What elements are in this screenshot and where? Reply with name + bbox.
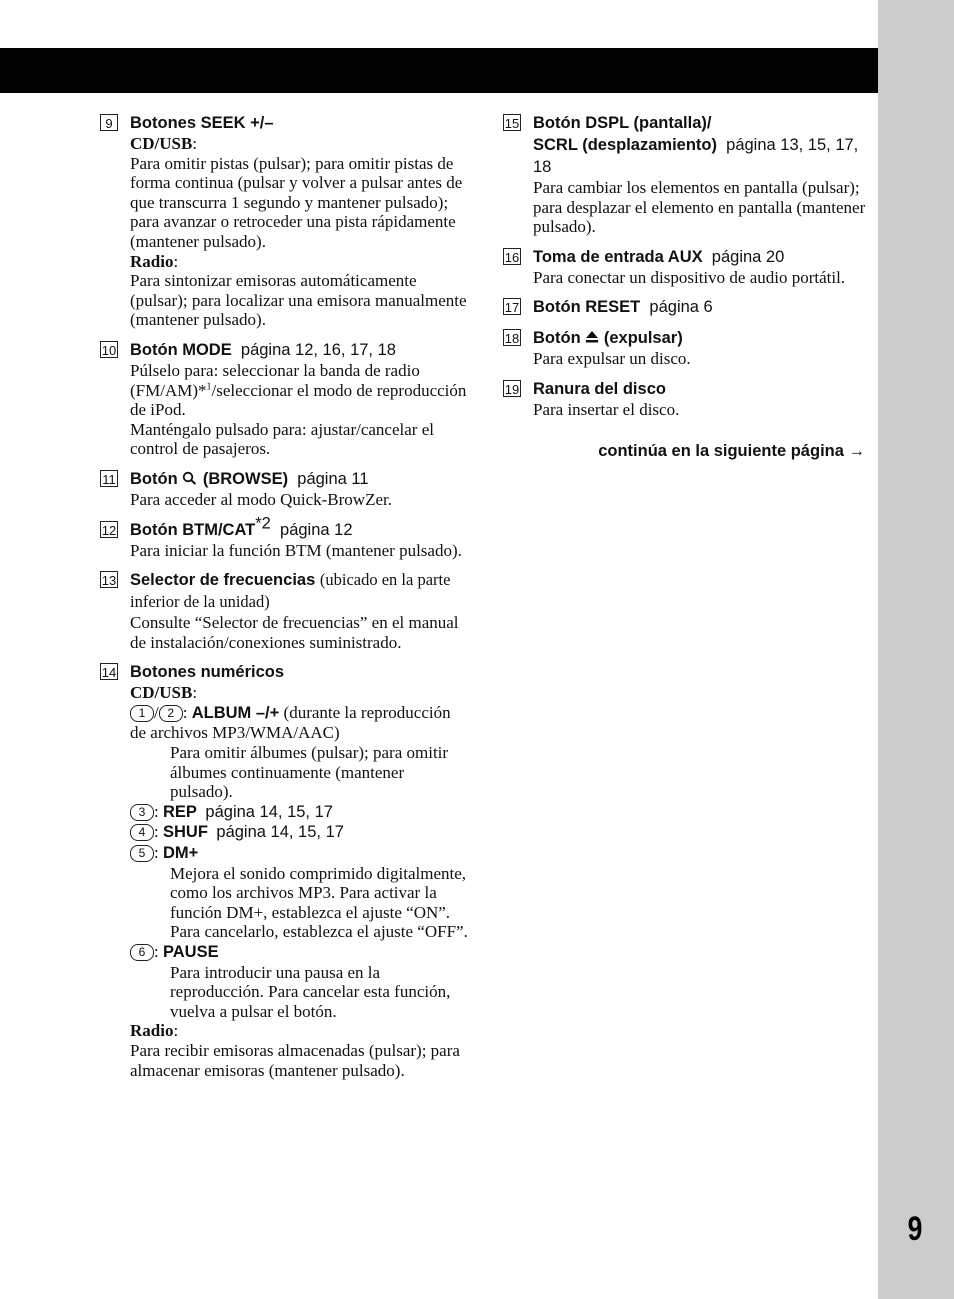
- page-number: 9: [907, 1210, 923, 1248]
- item-number: 10: [101, 342, 117, 358]
- entry-12: [100, 514, 470, 561]
- page-ref: página 13, 15, 17, 18: [533, 136, 859, 176]
- right-column: [503, 112, 873, 461]
- dm-label: DM+: [162, 844, 199, 863]
- page-ref: página 14, 15, 17: [205, 802, 333, 821]
- entry-text: Consulte “Selector de frecuencias” en el manual de instalación/conexiones suministrado.: [130, 613, 459, 652]
- page-ref: página 6: [649, 298, 713, 317]
- entry-title: Botones numéricos: [130, 663, 285, 682]
- entry-18: [503, 327, 873, 369]
- entry-19: [503, 378, 873, 420]
- page-sidebar: [878, 0, 954, 1299]
- rep-label: REP: [162, 802, 197, 821]
- button-4-icon: 4: [130, 824, 154, 841]
- entry-title: Botón: [130, 469, 178, 488]
- entry-text: Para omitir pistas (pulsar); para omitir pistas de forma continua (pulsar y volver a pulsar antes de que transcurra 1 segundo y mantener pulsado); para avanzar o retroceder una pista rápidamente (mantener pulsado).: [130, 153, 463, 251]
- entry-title-suffix: (expulsar): [603, 329, 683, 348]
- page-ref: página 12, 16, 17, 18: [240, 340, 396, 359]
- header-bar: [0, 48, 878, 93]
- entry-title: Botones SEEK +/–: [130, 114, 274, 132]
- item-number: 12: [101, 522, 117, 538]
- entry-14: 14 Botones numéricos CD/USB: 1 / 2 : ALBUM –/+ (durante la reproducción de archivos MP3/WMA/AAC) Para omitir álbumes (pulsar); para omitir álbumes continuamente (mantener pulsado). 3 : REP página 14, 15, 17 4 : SHUF página 14, 15, 17 5 : DM+ Mejora el sonido comprimido digitalmente, como los archivos MP3. Para activar la función DM+, establezca el ajuste “ON”. Para cancelarlo, establezca el ajuste “OFF”. 6 : PAUSE Para introducir una pausa en la reproducción. Para cancelar esta función, vuelva a pulsar el botón. Radio: Para recibir emisoras almacenadas (pulsar); para almacenar emisoras (mantener pulsado).: [100, 661, 470, 1080]
- entry-text: Para insertar el disco.: [533, 399, 680, 419]
- item-number: 14: [101, 665, 117, 681]
- entry-9: 9 Botones SEEK +/– CD/USB: Para omitir pistas (pulsar); para omitir pistas de forma continua (pulsar y volver a pulsar antes de que transcurra 1 segundo y mantener pulsado); para avanzar o retroceder una pista rápidamente (mantener pulsado). Radio: Para sintonizar emisoras automáticamente (pulsar); para localizar una emisora manualmente (mantener pulsado).: [100, 112, 470, 330]
- item-number: 13: [101, 573, 117, 589]
- page-ref: página 11: [297, 469, 369, 488]
- item-number: 18: [504, 331, 520, 347]
- button-5-icon: 5: [130, 845, 154, 862]
- left-column: [100, 112, 470, 1089]
- entry-title: Toma de entrada AUX: [533, 247, 703, 266]
- entry-title: Botón DSPL (pantalla)/: [533, 114, 712, 132]
- entry-text: Para conectar un dispositivo de audio portátil.: [533, 267, 846, 287]
- label-radio: Radio: [130, 251, 174, 271]
- entry-16: [503, 246, 873, 288]
- entry-title: Botón MODE: [130, 340, 232, 359]
- search-icon: [182, 470, 198, 488]
- entry-text: Para acceder al modo Quick-BrowZer.: [130, 489, 392, 509]
- footnote-mark: *2: [255, 514, 271, 532]
- entry-text: Para cambiar los elementos en pantalla (pulsar); para desplazar el elemento en pantalla (mantener pulsado).: [533, 178, 866, 237]
- entry-text: Para sintonizar emisoras automáticamente (pulsar); para localizar una emisora manualmente (mantener pulsado).: [130, 271, 467, 330]
- label-cd-usb: CD/USB: [130, 134, 193, 153]
- label-radio: Radio: [130, 1021, 174, 1041]
- button-6-icon: 6: [130, 944, 154, 961]
- item-number: 16: [504, 249, 520, 265]
- page-ref: página 20: [711, 247, 785, 266]
- entry-15: [503, 112, 873, 237]
- button-3-icon: 3: [130, 804, 154, 821]
- entry-text: Manténgalo pulsado para: ajustar/cancelar el control de pasajeros.: [130, 419, 434, 459]
- pause-label: PAUSE: [162, 943, 219, 961]
- shuf-label: SHUF: [162, 823, 208, 842]
- pause-text: Para introducir una pausa en la reproducción. Para cancelar esta función, vuelva a pulsar el botón.: [170, 962, 451, 1021]
- entry-title: Selector de frecuencias: [130, 571, 316, 590]
- entry-title: Botón RESET: [533, 298, 641, 317]
- entry-text: Para recibir emisoras almacenadas (pulsar); para almacenar emisoras (mantener pulsado).: [130, 1040, 460, 1080]
- item-number: 19: [504, 381, 520, 397]
- entry-11: [100, 468, 470, 510]
- entry-title: Botón BTM/CAT: [130, 520, 256, 539]
- album-note: (durante la reproducción de archivos MP3/WMA/AAC): [130, 702, 451, 743]
- page-ref: página 14, 15, 17: [216, 823, 344, 842]
- entry-title-line2: SCRL (desplazamiento): [533, 136, 717, 154]
- entry-13: [100, 569, 470, 652]
- item-number: 17: [504, 300, 520, 316]
- entry-17: [503, 296, 873, 318]
- eject-icon: [585, 329, 599, 347]
- entry-title: Botón: [533, 329, 581, 348]
- entry-title-suffix: (BROWSE): [202, 469, 289, 488]
- entry-note: (ubicado en la parte inferior de la unidad): [130, 570, 451, 612]
- entry-title: Ranura del disco: [533, 379, 666, 398]
- button-1-icon: 1: [130, 705, 154, 722]
- album-text: Para omitir álbumes (pulsar); para omitir álbumes continuamente (mantener pulsado).: [170, 743, 449, 802]
- dm-text: Mejora el sonido comprimido digitalmente, como los archivos MP3. Para activar la función DM+, establezca el ajuste “ON”. Para cancelarlo, establezca el ajuste “OFF”.: [170, 863, 468, 942]
- item-number: 11: [100, 470, 118, 487]
- entry-text: Púlselo para: seleccionar la banda de radio (FM/AM)*$^1$/seleccionar el modo de reproducción de iPod.: [130, 360, 467, 420]
- label-cd-usb: CD/USB: [130, 683, 193, 703]
- continue-note: continúa en la siguiente página →: [598, 441, 865, 460]
- album-label: ALBUM –/+: [191, 703, 280, 722]
- entry-text: Para expulsar un disco.: [533, 349, 691, 369]
- page-ref: página 12: [280, 520, 353, 539]
- entry-10: [100, 339, 470, 459]
- item-number: 15: [504, 116, 520, 131]
- button-2-icon: 2: [159, 705, 183, 722]
- entry-text: Para iniciar la función BTM (mantener pulsado).: [130, 540, 462, 560]
- item-number: 9: [100, 114, 118, 131]
